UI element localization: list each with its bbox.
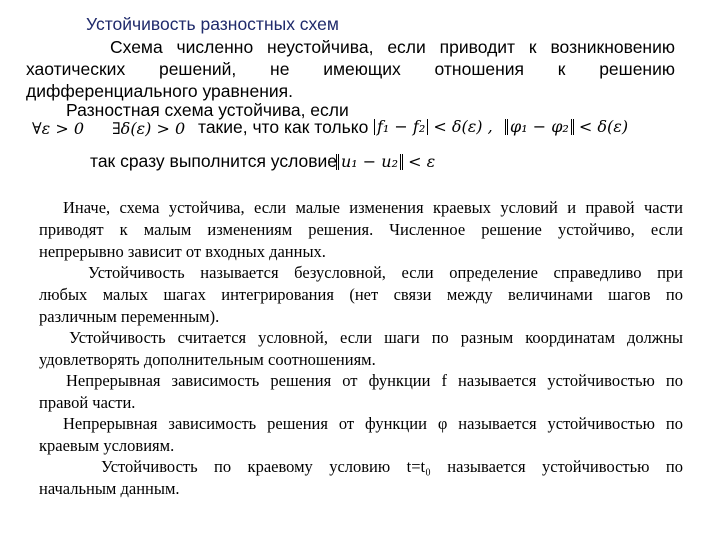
- para3-line-1: Устойчивость считается условной, если шаги по разным координатам должны: [69, 328, 683, 347]
- stability-def-tail: так сразу выполнится условие: [90, 151, 338, 171]
- para5-line-2: краевым условиям.: [39, 436, 175, 455]
- condition-phi-formula: [505, 117, 628, 136]
- para2-line-2: любых малых шагах интегрирования (нет связи между величинами шагов по: [39, 285, 683, 304]
- norm-phi-difference: φ₁ − φ₂: [505, 119, 574, 135]
- stability-def-lead: Разностная схема устойчива, если: [66, 100, 349, 120]
- intro-line-2: хаотических решений, не имеющих отношения к решению: [26, 59, 675, 79]
- para6-line-2: начальным данным.: [39, 479, 180, 498]
- para4-line-1: Непрерывная зависимость решения от функции f называется устойчивостью по: [66, 371, 683, 390]
- para1-line-1: Иначе, схема устойчива, если малые изменения краевых условий и правой части: [63, 198, 683, 217]
- slide-title: Устойчивость разностных схем: [86, 14, 339, 34]
- stability-def-mid: такие, что как только: [198, 117, 369, 137]
- exists-formula: ∃δ(ε) > 0: [112, 119, 186, 138]
- para1-line-3: непрерывно зависит от входных данных.: [39, 242, 326, 261]
- para2-line-3: различным переменным).: [39, 307, 220, 326]
- para2-line-1: Устойчивость называется безусловной, если определение справедливо при: [88, 263, 683, 282]
- forall-formula: ∀ε > 0: [32, 119, 84, 138]
- condition-f-rhs: < δ(ε) ,: [433, 117, 493, 136]
- condition-u-formula: [336, 152, 435, 171]
- condition-u-rhs: < ε: [408, 152, 436, 171]
- norm-u-difference: u₁ − u₂: [336, 154, 403, 170]
- condition-f-formula: [374, 117, 493, 136]
- intro-line-1: Схема численно неустойчива, если приводит к возникновению: [110, 37, 675, 57]
- para5-line-1: Непрерывная зависимость решения от функции φ называется устойчивостью по: [63, 414, 683, 433]
- intro-line-3: дифференциального уравнения.: [26, 81, 293, 101]
- para1-line-2: приводят к малым изменениям решения. Численное решение устойчиво, если: [39, 220, 683, 239]
- para4-line-2: правой части.: [39, 393, 136, 412]
- condition-phi-rhs: < δ(ε): [578, 117, 629, 136]
- norm-f-difference: f₁ − f₂: [374, 119, 428, 135]
- para3-line-2: удовлетворять дополнительным соотношениям.: [39, 350, 376, 369]
- para6-line-1: Устойчивость по краевому условию t=t₀ называется устойчивостью по: [101, 457, 683, 476]
